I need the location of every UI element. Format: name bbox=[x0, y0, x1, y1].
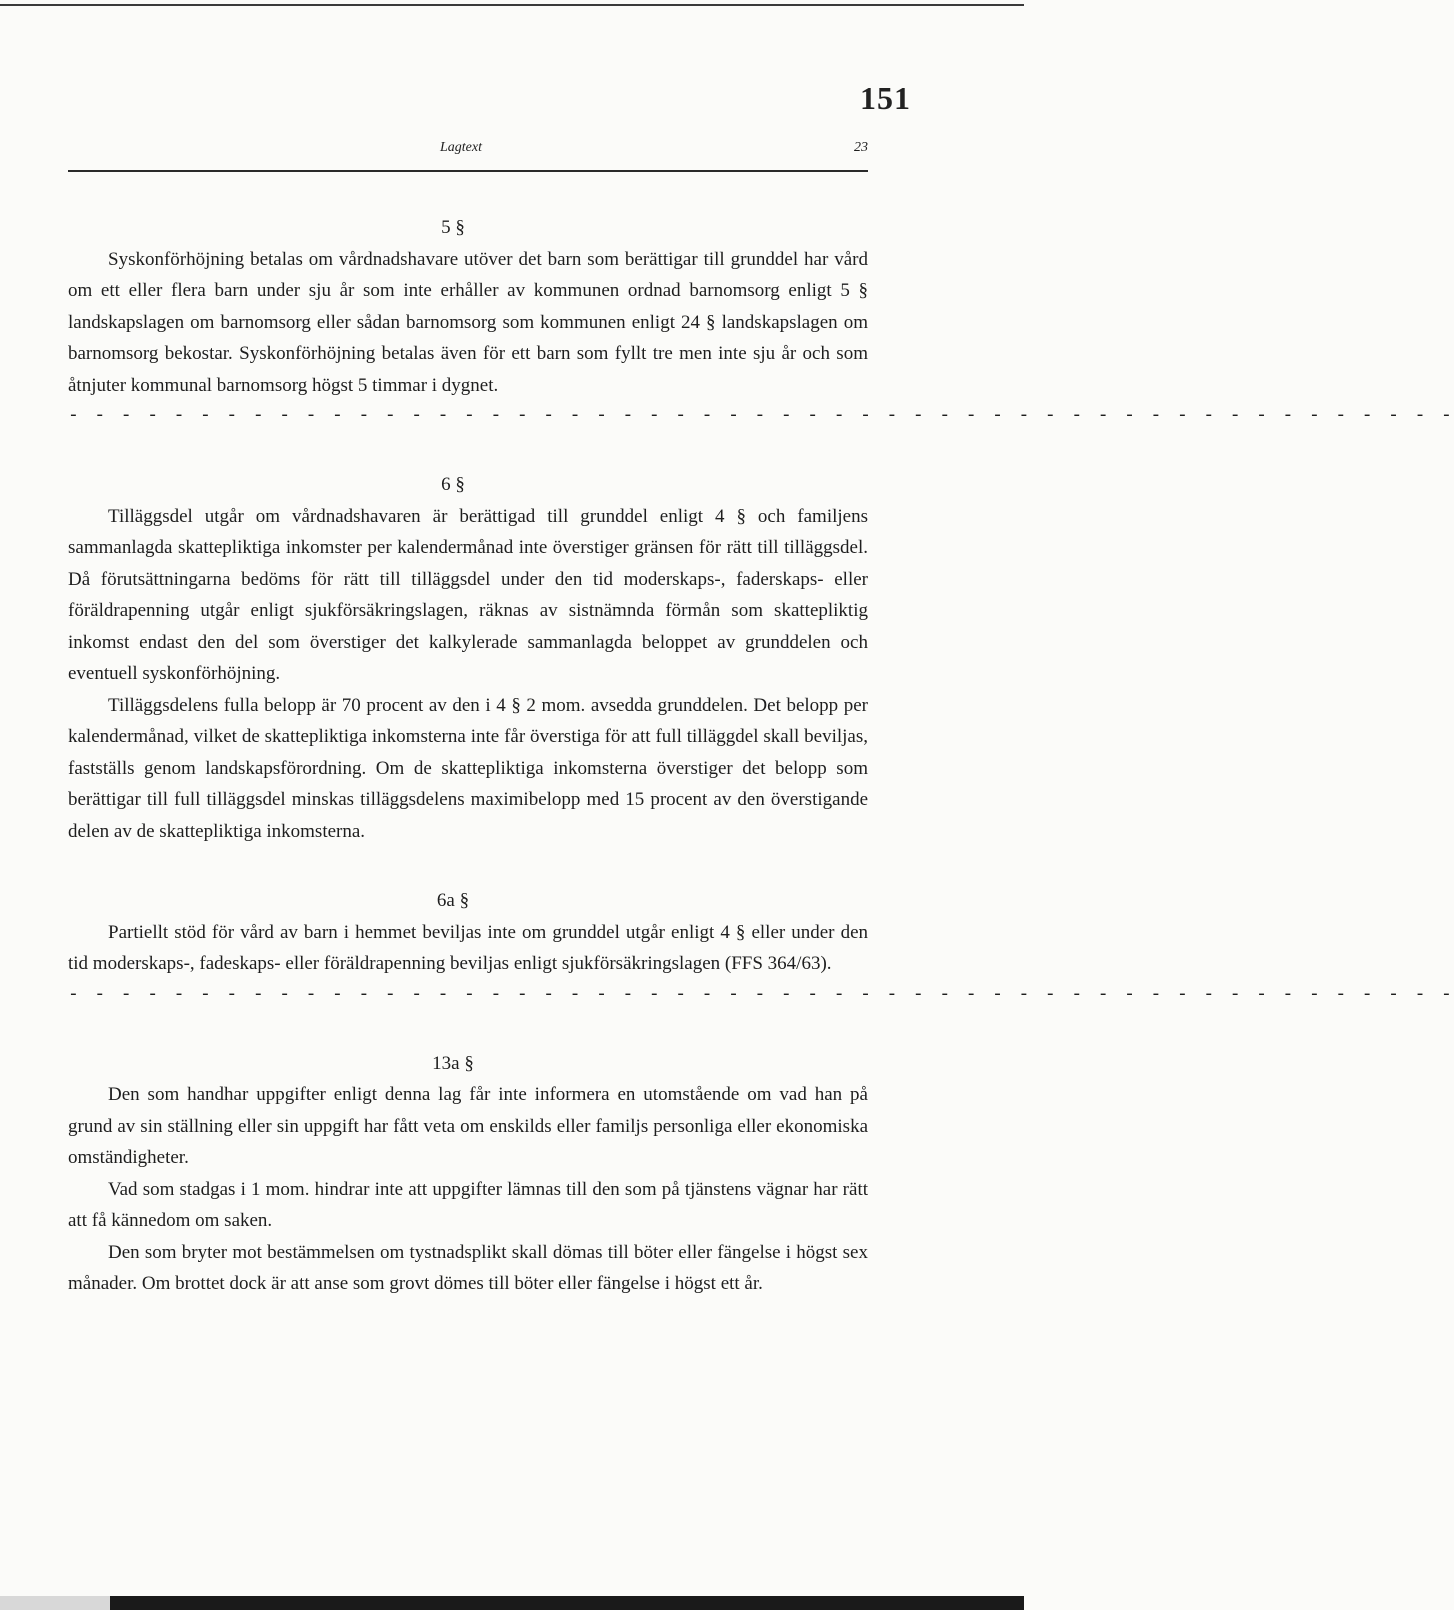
section-paragraph: Den som handhar uppgifter enligt denna lag får inte informera en utomstående om vad han på grund av sin ställning eller sin uppgift har fått veta om enskilds eller familjs personliga eller ekonomiska omständigheter. bbox=[68, 1084, 868, 1168]
section-heading: 6 § bbox=[441, 474, 465, 495]
header-page-number: 23 bbox=[854, 140, 868, 155]
section-6 bbox=[68, 469, 868, 847]
spacer bbox=[68, 847, 868, 885]
section-heading: 6a § bbox=[436, 890, 470, 911]
section-heading: 13a § bbox=[432, 1052, 474, 1074]
header-title: Lagtext bbox=[440, 140, 482, 155]
law-text-body bbox=[68, 212, 1454, 1300]
section-paragraph: Syskonförhöjning betalas om vårdnadshavare utöver det barn som berättigar till grunddel har vård om ett eller flera barn under sju år som inte erhåller av kommunen ordnad barnomsorg enligt 5 § landskapslagen om barnomsorg eller sådan barnomsorg som kommunen enligt 24 § landskapslagen om barnomsorg bekostar. Syskonförhöjning betalas även för ett barn som fyllt tre men inte sju år och som åtnjuter kommunal barnomsorg högst 5 timmar i dygnet. bbox=[68, 248, 868, 396]
running-header bbox=[68, 140, 868, 162]
archive-page-stamp: 151 bbox=[860, 80, 911, 116]
header-rule bbox=[68, 170, 868, 172]
omission-separator: - - - - - - - - - - - - - - - - - - - - - - - - - - - - - - - - - - - - - - - - - - - - - - - - - - - - - bbox=[68, 984, 1454, 1005]
spacer bbox=[68, 431, 868, 469]
section-6a bbox=[68, 885, 868, 980]
spacer bbox=[68, 1010, 868, 1048]
omission-separator: - - - - - - - - - - - - - - - - - - - - - - - - - - - - - - - - - - - - - - - - - - - - - - - - - - - - - bbox=[68, 406, 1454, 426]
section-heading: 5 § bbox=[441, 217, 465, 238]
section-5 bbox=[68, 212, 868, 401]
section-paragraph: Vad som stadgas i 1 mom. hindrar inte att uppgifter lämnas till den som på tjänstens vägnar har rätt att få kännedom om saken. bbox=[68, 1178, 868, 1231]
section-paragraph: Tilläggsdelens fulla belopp är 70 procent av den i 4 § 2 mom. avsedda grunddelen. Det belopp per kalendermånad, vilket de skattepliktiga inkomsterna inte får överstiga för att full tilläggdel skall beviljas, fastställs genom landskapsförordning. Om de skattepliktiga inkomsterna överstiger det belopp som berättigar till full tilläggsdel minskas tilläggsdelens maximibelopp med 15 procent av den överstigande delen av de skattepliktiga inkomsterna. bbox=[68, 694, 868, 842]
section-paragraph: Den som bryter mot bestämmelsen om tystnadsplikt skall dömas till böter eller fängelse i högst sex månader. Om brottet dock är att anse som grovt dömes till böter eller fängelse i högst ett år. bbox=[68, 1241, 868, 1294]
page-top-edge bbox=[0, 4, 1024, 6]
page-bottom-edge bbox=[0, 1596, 1024, 1610]
section-13a bbox=[68, 1048, 868, 1300]
section-paragraph: Tilläggsdel utgår om vårdnadshavaren är berättigad till grunddel enligt 4 § och familjens sammanlagda skattepliktiga inkomster per kalendermånad inte överstiger gränsen för rätt till tilläggsdel. Då förutsättningarna bedöms för rätt till tilläggsdel under den tid moderskaps-, faderskaps- eller föräldrapenning utgår enligt sjukförsäkringslagen, räknas av sistnämnda förmån som skattepliktig inkomst endast den del som överstiger det kalkylerade sammanlagda beloppet av grunddelen och eventuell syskonförhöjning. bbox=[68, 505, 868, 684]
section-paragraph: Partiellt stöd för vård av barn i hemmet beviljas inte om grunddel utgår enligt 4 § eller under den tid moderskaps-, fadeskaps- eller föräldrapenning beviljas enligt sjukförsäkringslagen (FFS 364/63). bbox=[68, 921, 868, 974]
